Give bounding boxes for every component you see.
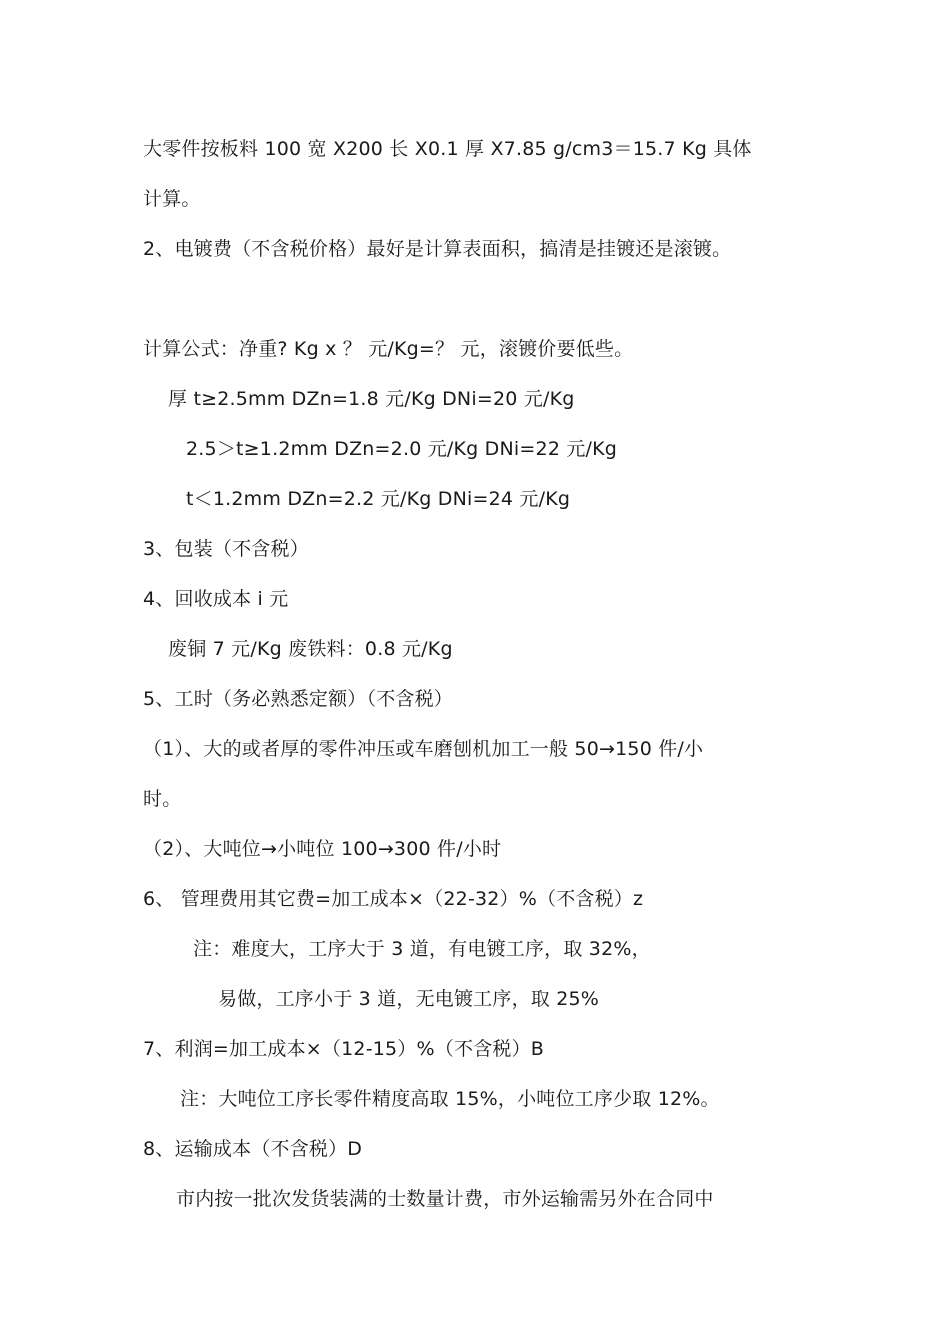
text-line-thickness-3: t＜1.2mm DZn=2.2 元/Kg DNi=24 元/Kg	[186, 488, 571, 510]
text-line-plating-fee: 2、电镀费（不含税价格）最好是计算表面积，搞清是挂镀还是滚镀。	[143, 238, 732, 260]
text-line-material-weight: 大零件按板料 100 宽 X200 长 X0.1 厚 X7.85 g/cm3＝15.7 Kg 具体	[143, 138, 752, 160]
text-line-management-fee: 6、 管理费用其它费=加工成本×（22-32）%（不含税）z	[143, 888, 644, 910]
text-line-transport-detail: 市内按一批次发货装满的士数量计费，市外运输需另外在合同中	[176, 1188, 714, 1210]
text-line-profit: 7、利润=加工成本×（12-15）%（不含税）B	[143, 1038, 545, 1060]
text-line-thickness-2: 2.5＞t≥1.2mm DZn=2.0 元/Kg DNi=22 元/Kg	[186, 438, 618, 460]
text-line-packaging: 3、包装（不含税）	[143, 538, 309, 560]
text-line-transport: 8、运输成本（不含税）D	[143, 1138, 363, 1160]
text-line-labor-item-1: （1）、大的或者厚的零件冲压或车磨刨机加工一般 50→150 件/小	[143, 738, 704, 760]
text-line-profit-note: 注：大吨位工序长零件精度高取 15%，小吨位工序少取 12%。	[180, 1088, 720, 1110]
text-line-scrap-prices: 废铜 7 元/Kg 废铁料：0.8 元/Kg	[168, 638, 453, 660]
text-line-formula: 计算公式：净重? Kg x ？ 元/Kg=？ 元，滚镀价要低些。	[143, 338, 634, 360]
text-line-labor-item-2: （2）、大吨位→小吨位 100→300 件/小时	[143, 838, 502, 860]
text-line-labor-item-1-cont: 时。	[143, 788, 182, 810]
text-line-recycle-cost: 4、回收成本 i 元	[143, 588, 289, 610]
text-line-management-note-1: 注：难度大，工序大于 3 道，有电镀工序，取 32%，	[193, 938, 651, 960]
text-line-management-note-2: 易做，工序小于 3 道，无电镀工序，取 25%	[218, 988, 600, 1010]
text-line-calc: 计算。	[143, 188, 201, 210]
text-line-thickness-1: 厚 t≥2.5mm DZn=1.8 元/Kg DNi=20 元/Kg	[168, 388, 575, 410]
text-line-labor-hours: 5、工时（务必熟悉定额）（不含税）	[143, 688, 453, 710]
